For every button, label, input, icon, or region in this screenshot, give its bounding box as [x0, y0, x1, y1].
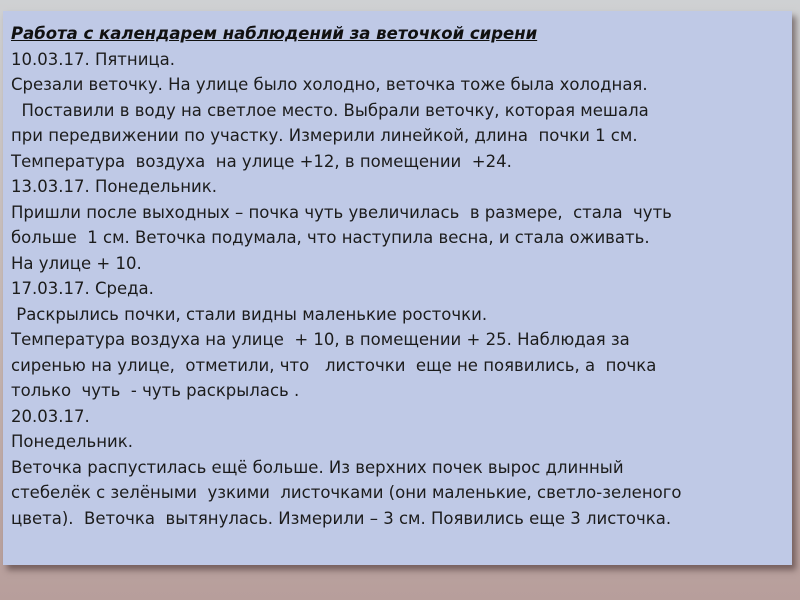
text-line: Температура воздуха на улице + 10, в помещении + 25. Наблюдая за — [11, 330, 630, 349]
text-line: при передвижении по участку. Измерили линейкой, длина почки 1 см. — [11, 126, 638, 145]
text-line: только чуть - чуть раскрылась . — [11, 381, 300, 400]
observation-text-panel — [3, 11, 792, 565]
text-line: цвета). Веточка вытянулась. Измерили – 3 см. Появились еще 3 листочка. — [11, 508, 672, 528]
text-line: 17.03.17. Среда. — [11, 279, 154, 298]
document-title: Работа с календарем наблюдений за веточкой сирени — [11, 24, 538, 43]
text-line: На улице + 10. — [11, 253, 142, 273]
text-line: 20.03.17. — [11, 406, 90, 426]
text-line: Поставили в воду на светлое место. Выбрали веточку, которая мешала — [11, 100, 649, 120]
text-line: Пришли после выходных – почка чуть увеличилась в размере, стала чуть — [11, 202, 672, 222]
text-line: Понедельник. — [11, 432, 133, 451]
text-line: Веточка распустилась ещё больше. Из верхних почек вырос длинный — [11, 457, 624, 477]
text-line: 10.03.17. Пятница. — [11, 49, 176, 69]
text-line: больше 1 см. Веточка подумала, что наступила весна, и стала оживать. — [11, 228, 650, 247]
text-line: стебелёк с зелёными узкими листочками (они маленькие, светло-зеленого — [11, 483, 682, 502]
text-line: сиренью на улице, отметили, что листочки еще не появились, а почка — [11, 355, 657, 375]
text-line: Раскрылись почки, стали видны маленькие росточки. — [11, 304, 488, 324]
text-line: Срезали веточку. На улице было холодно, веточка тоже была холодная. — [11, 75, 648, 94]
text-line: 13.03.17. Понедельник. — [11, 177, 217, 196]
text-line: Температура воздуха на улице +12, в помещении +24. — [11, 151, 512, 171]
